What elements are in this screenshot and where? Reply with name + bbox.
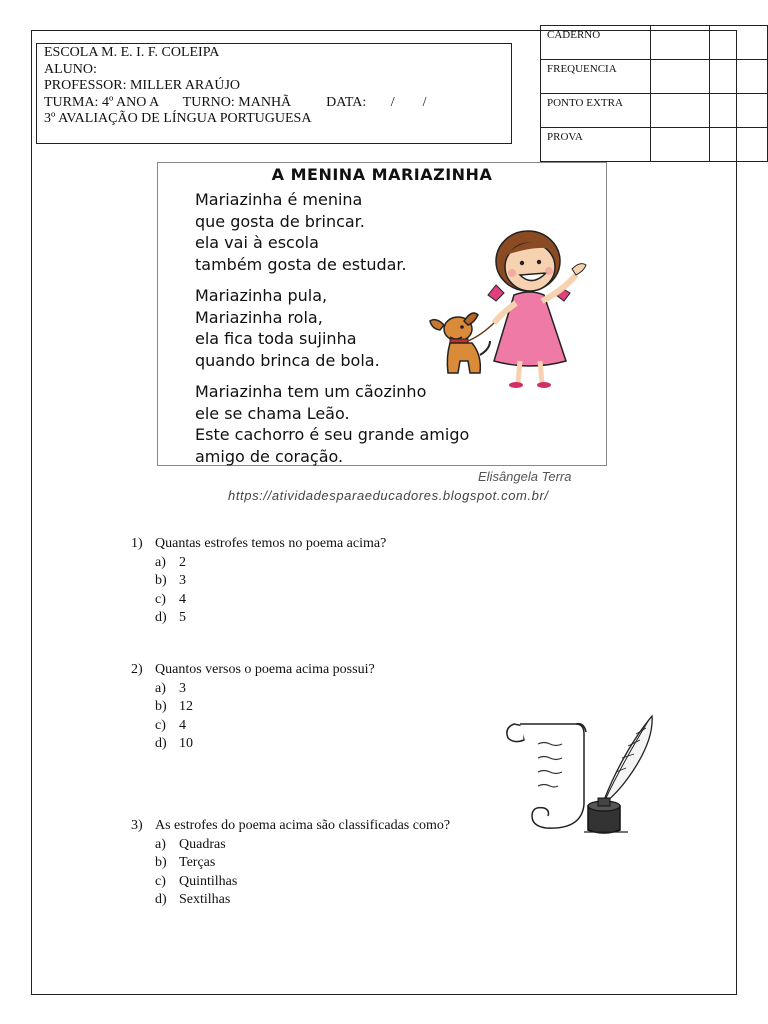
poem-verse: Este cachorro é seu grande amigo <box>195 425 470 444</box>
grade-cell[interactable] <box>709 26 767 60</box>
option-text: 12 <box>179 699 193 714</box>
poem-title: A MENINA MARIAZINHA <box>271 165 493 184</box>
option-letter: a) <box>155 836 166 852</box>
grade-label: CADERNO <box>541 26 651 60</box>
answer-option[interactable] <box>131 735 375 754</box>
option-text: Sextilhas <box>179 892 231 907</box>
poem-verse: quando brinca de bola. <box>195 350 380 370</box>
answer-option[interactable] <box>131 717 375 736</box>
question-number: 1) <box>131 536 143 551</box>
poem-verse: Mariazinha tem um cãozinho <box>195 382 427 401</box>
grade-row <box>541 94 768 128</box>
scroll-with-quill-icon <box>498 712 663 842</box>
exam-title: 3º AVALIAÇÃO DE LÍNGUA PORTUGUESA <box>44 111 312 127</box>
option-text: 2 <box>179 554 186 570</box>
option-letter: d) <box>155 892 167 907</box>
option-text: 5 <box>179 610 186 625</box>
grade-cell[interactable] <box>651 26 709 60</box>
option-text: 3 <box>179 573 186 588</box>
grade-cell[interactable] <box>651 60 709 94</box>
option-letter: d) <box>155 610 167 625</box>
option-text: 3 <box>179 680 186 696</box>
poem-verse: ela vai à escola <box>195 233 319 252</box>
grade-label: PONTO EXTRA <box>541 94 651 128</box>
option-letter: c) <box>155 873 166 889</box>
option-letter: d) <box>155 736 167 751</box>
option-letter: b) <box>155 573 167 588</box>
poem-verse: Mariazinha é menina <box>195 190 363 209</box>
grade-row <box>541 128 768 162</box>
school-name: ESCOLA M. E. I. F. COLEIPA <box>44 45 220 60</box>
grade-cell[interactable] <box>709 94 767 128</box>
grade-cell[interactable] <box>651 94 709 128</box>
option-text: 10 <box>179 736 193 751</box>
question-text: Quantos versos o poema acima possui? <box>155 662 375 677</box>
poem-verse: amigo de coração. <box>195 446 344 466</box>
grade-cell[interactable] <box>709 60 767 94</box>
poem-verse: ela fica toda sujinha <box>195 329 357 348</box>
option-letter: b) <box>155 855 167 870</box>
poem-verse: também gosta de estudar. <box>195 254 407 274</box>
grade-cell[interactable] <box>709 128 767 162</box>
answer-option[interactable] <box>131 836 450 855</box>
poem-verse: que gosta de brincar. <box>195 211 365 231</box>
answer-option[interactable] <box>131 698 375 717</box>
grade-row <box>541 26 768 60</box>
poem-verse: ele se chama Leão. <box>195 403 350 423</box>
grade-label: FREQUENCIA <box>541 60 651 94</box>
question-1 <box>131 535 386 628</box>
grade-table <box>540 25 768 162</box>
answer-option[interactable] <box>131 572 386 591</box>
option-text: Terças <box>179 855 216 870</box>
teacher-name: PROFESSOR: MILLER ARAÚJO <box>44 78 241 94</box>
option-text: 4 <box>179 717 186 733</box>
poem-verse: Mariazinha pula, <box>195 286 328 305</box>
answer-option[interactable] <box>131 854 450 873</box>
option-text: 4 <box>179 591 186 607</box>
answer-option[interactable] <box>131 873 450 892</box>
question-text: Quantas estrofes temos no poema acima? <box>155 536 387 551</box>
answer-option[interactable] <box>131 591 386 610</box>
school-header <box>36 43 512 144</box>
option-letter: c) <box>155 591 166 607</box>
option-text: Quintilhas <box>179 873 238 889</box>
poem-stanza <box>195 189 407 275</box>
question-2 <box>131 661 375 754</box>
grade-label: PROVA <box>541 128 651 162</box>
option-letter: a) <box>155 680 166 696</box>
question-number: 2) <box>131 662 143 677</box>
poem-author: Elisângela Terra <box>478 469 572 484</box>
option-letter: c) <box>155 717 166 733</box>
grade-row <box>541 60 768 94</box>
answer-option[interactable] <box>131 609 386 628</box>
question-text: As estrofes do poema acima são classificadas como? <box>155 818 451 833</box>
grade-cell[interactable] <box>651 128 709 162</box>
poem-verse: Mariazinha rola, <box>195 307 323 327</box>
poem-box <box>157 162 607 466</box>
question-number: 3) <box>131 818 143 833</box>
student-field[interactable]: ALUNO: <box>44 61 97 77</box>
poem-stanza <box>195 285 380 371</box>
option-text: Quadras <box>179 836 226 852</box>
poem-stanza <box>195 381 469 467</box>
option-letter: b) <box>155 699 167 714</box>
girl-in-pink-dress-icon <box>484 225 606 389</box>
option-letter: a) <box>155 554 166 570</box>
class-info: TURMA: 4º ANO A TURNO: MANHÃ DATA: / / <box>44 94 427 110</box>
answer-option[interactable] <box>131 891 450 910</box>
answer-option[interactable] <box>131 680 375 699</box>
answer-option[interactable] <box>131 554 386 573</box>
poem-source: https://atividadesparaeducadores.blogspot.com.br/ <box>228 488 549 503</box>
question-3 <box>131 817 450 910</box>
